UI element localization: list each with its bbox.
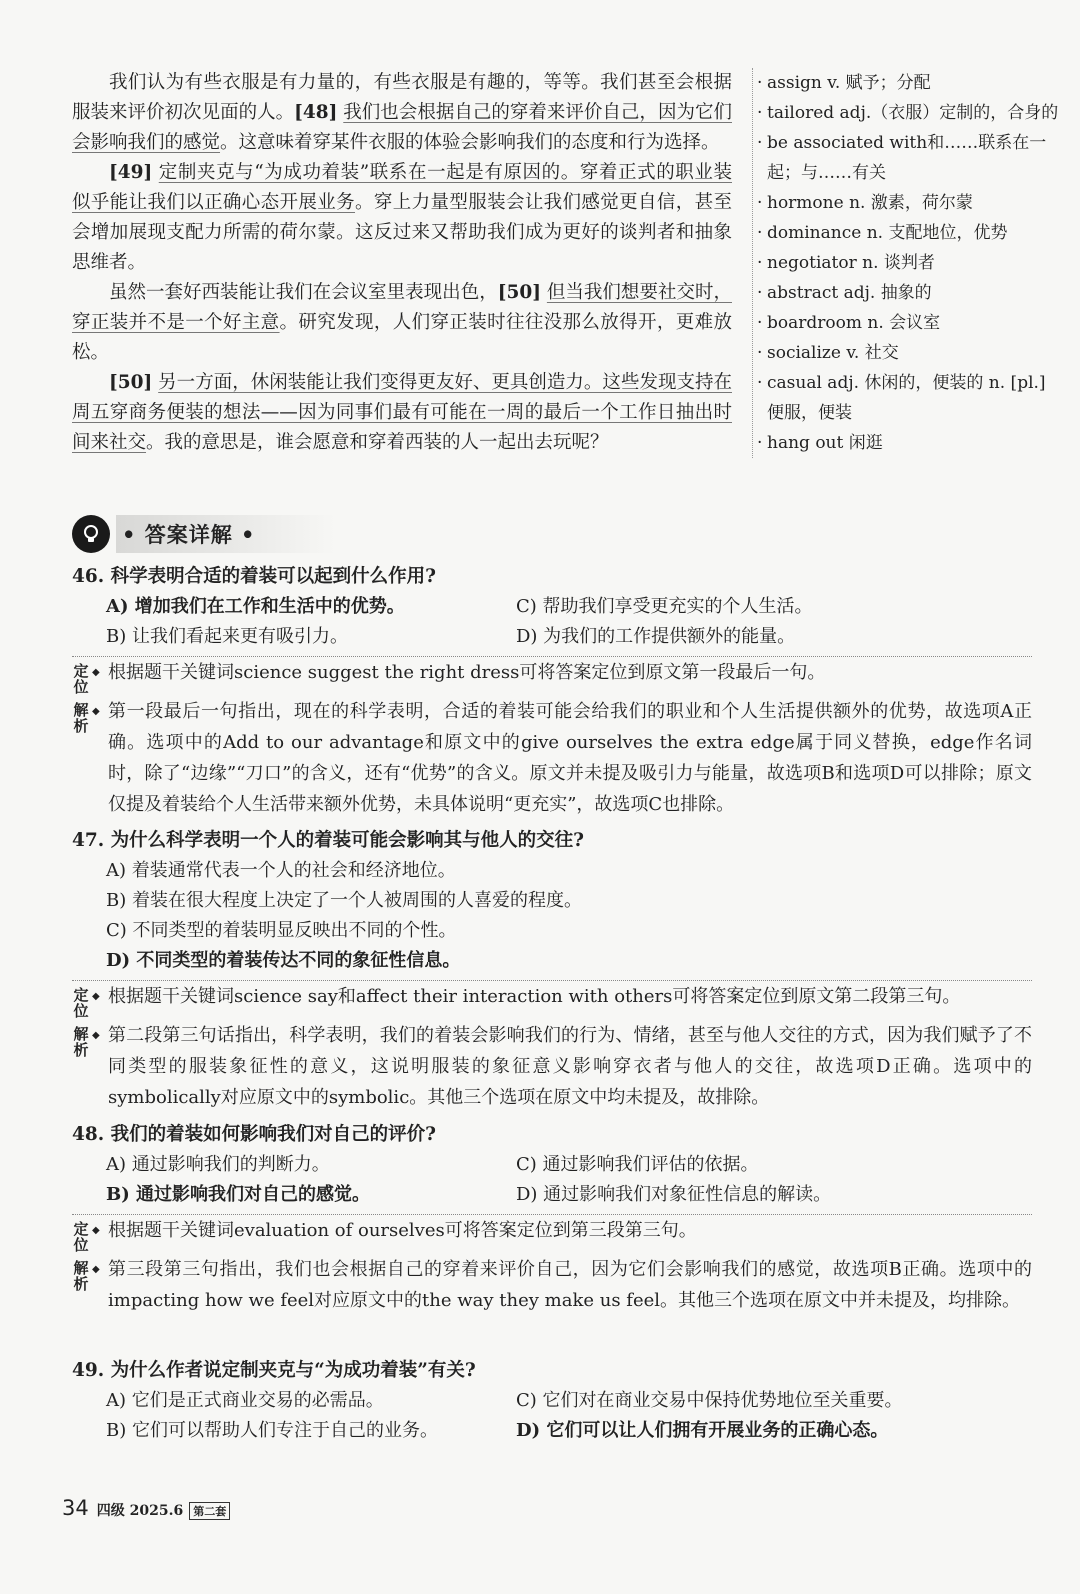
diamond-icon: ◆ — [92, 706, 100, 717]
option-d: D) 为我们的工作提供额外的能量。 — [516, 626, 796, 647]
page-footer — [62, 1496, 230, 1520]
question-title: 48. 我们的着装如何影响我们对自己的评价? — [72, 1124, 436, 1145]
lightbulb-icon — [72, 515, 110, 553]
option-b: B) 通过影响我们对自己的感觉。 — [106, 1184, 370, 1205]
question-48 — [72, 1120, 1032, 1316]
analysis-label: 解析 — [73, 701, 89, 735]
option-c: C) 不同类型的着装明显反映出不同的个性。 — [106, 920, 457, 941]
vocab-item: · casual adj. 休闲的，便装的 n. [pl.] 便服，便装 — [757, 368, 1067, 428]
answer-section-header — [72, 512, 532, 556]
diamond-icon: ◆ — [92, 667, 100, 678]
question-49 — [72, 1356, 1032, 1446]
option-a: A) 通过影响我们的判断力。 — [106, 1154, 330, 1175]
question-46 — [72, 562, 1032, 820]
locate-text: 根据题干关键词evaluation of ourselves可将答案定位到第三段第三句。 — [108, 1220, 697, 1241]
diamond-icon: ◆ — [92, 1030, 100, 1041]
analysis-block — [72, 696, 1032, 820]
locate-label: 定位 — [73, 662, 89, 696]
option-d: D) 它们可以让人们拥有开展业务的正确心态。 — [516, 1420, 889, 1441]
question-title: 46. 科学表明合适的着装可以起到什么作用? — [72, 566, 436, 587]
analysis-label: 解析 — [73, 1025, 89, 1059]
page-number: 34 — [62, 1496, 89, 1520]
option-b: B) 让我们看起来更有吸引力。 — [106, 626, 348, 647]
option-d: D) 不同类型的着装传达不同的象征性信息。 — [106, 950, 461, 971]
translation-paragraph-1: 我们认为有些衣服是有力量的，有些衣服是有趣的，等等。我们甚至会根据服装来评价初次见面的人。[48] 我们也会根据自己的穿着来评价自己，因为它们会影响我们的感觉。这意味着穿某件衣服的体验会影响我们的态度和行为选择。 — [72, 72, 732, 153]
vocab-item: · boardroom n. 会议室 — [757, 308, 1067, 338]
option-c: C) 帮助我们享受更充实的个人生活。 — [516, 596, 813, 617]
question-47 — [72, 826, 1032, 1113]
option-a: A) 着装通常代表一个人的社会和经济地位。 — [106, 860, 456, 881]
translation-paragraph-4: [50] 另一方面，休闲装能让我们变得更友好、更具创造力。这些发现支持在周五穿商务便装的想法——因为同事们最有可能在一周的最后一个工作日抽出时间来社交。我的意思是，谁会愿意和穿着西装的人一起出去玩呢？ — [72, 372, 732, 453]
diamond-icon: ◆ — [92, 1264, 100, 1275]
journal-label: 四级 2025.6 — [96, 1503, 184, 1519]
diamond-icon: ◆ — [92, 1225, 100, 1236]
translation-paragraph-2: [49] 定制夹克与“为成功着装”联系在一起是有原因的。穿着正式的职业装似乎能让我们以正确心态开展业务。穿上力量型服装会让我们感觉更自信，甚至会增加展现支配力所需的荷尔蒙。这反过来又帮助我们成为更好的谈判者和抽象思维者。 — [72, 162, 732, 273]
option-b: B) 着装在很大程度上决定了一个人被周围的人喜爱的程度。 — [106, 890, 582, 911]
locate-block — [72, 656, 1032, 696]
diamond-icon: ◆ — [92, 991, 100, 1002]
vocab-item: · negotiator n. 谈判者 — [757, 248, 1067, 278]
analysis-block — [72, 1020, 1032, 1113]
option-a: A) 增加我们在工作和生活中的优势。 — [106, 596, 405, 617]
locate-text: 根据题干关键词science say和affect their interaction with others可将答案定位到原文第二段第三句。 — [108, 986, 961, 1007]
vocab-item: · assign v. 赋予；分配 — [757, 68, 1067, 98]
vocab-item: · hang out 闲逛 — [757, 428, 1067, 458]
analysis-text: 第二段第三句话指出，科学表明，我们的着装会影响我们的行为、情绪，甚至与他人交往的方式，因为我们赋予了不同类型的服装象征性的意义，这说明服装的象征意义影响穿衣者与他人的交往，故选项D正确。选项中的symbolically对应原文中的symbolic。其他三个选项在原文中均未提及，故排除。 — [108, 1025, 1032, 1108]
analysis-text: 第三段第三句指出，我们也会根据自己的穿着来评价自己，因为它们会影响我们的感觉，故选项B正确。选项中的impacting how we feel对应原文中的the way they make us feel。其他三个选项在原文中并未提及，均排除。 — [108, 1259, 1032, 1311]
question-options — [106, 1150, 1032, 1210]
option-b: B) 它们可以帮助人们专注于自己的业务。 — [106, 1420, 438, 1441]
vocab-item: · socialize v. 社交 — [757, 338, 1067, 368]
vocab-item: · be associated with和……联系在一起；与……有关 — [757, 128, 1067, 188]
translation-paragraph-3: 虽然一套好西装能让我们在会议室里表现出色，[50] 但当我们想要社交时，穿正装并不是一个好主意。研究发现，人们穿正装时往往没那么放得开，更难放松。 — [72, 282, 732, 363]
question-options — [106, 1386, 1032, 1446]
question-options — [106, 856, 1032, 976]
question-title: 49. 为什么作者说定制夹克与“为成功着装”有关? — [72, 1360, 476, 1381]
question-title: 47. 为什么科学表明一个人的着装可能会影响其与他人的交往? — [72, 830, 584, 851]
vocab-item: · hormone n. 激素，荷尔蒙 — [757, 188, 1067, 218]
analysis-block — [72, 1254, 1032, 1316]
option-d: D) 通过影响我们对象征性信息的解读。 — [516, 1184, 832, 1205]
locate-block — [72, 1214, 1032, 1254]
translation-text — [72, 68, 732, 458]
vocab-item: · abstract adj. 抽象的 — [757, 278, 1067, 308]
analysis-label: 解析 — [73, 1259, 89, 1293]
analysis-text: 第一段最后一句指出，现在的科学表明，合适的着装可能会给我们的职业和个人生活提供额外的优势，故选项A正确。选项中的Add to our advantage和原文中的give ourselves the extra edge属于同义替换，edge作名词时，除了“边缘”“刀口”的含义，还有“优势”的含义。原文并未提及吸引力与能量，故选项B和选项D可以排除；原文仅提及着装给个人生活带来额外优势，未具体说明“更充实”，故选项C也排除。 — [108, 701, 1032, 815]
locate-label: 定位 — [73, 1220, 89, 1254]
locate-block — [72, 980, 1032, 1020]
vocabulary-sidebar — [752, 68, 1067, 458]
vocab-item: · dominance n. 支配地位，优势 — [757, 218, 1067, 248]
option-a: A) 它们是正式商业交易的必需品。 — [106, 1390, 384, 1411]
locate-text: 根据题干关键词science suggest the right dress可将答案定位到原文第一段最后一句。 — [108, 662, 826, 683]
issue-label: 第二套 — [189, 1502, 230, 1520]
vocab-item: · tailored adj.（衣服）定制的，合身的 — [757, 98, 1067, 128]
section-title: • 答案详解 • — [116, 515, 335, 553]
question-options — [106, 592, 1032, 652]
option-c: C) 通过影响我们评估的依据。 — [516, 1154, 759, 1175]
option-c: C) 它们对在商业交易中保持优势地位至关重要。 — [516, 1390, 903, 1411]
locate-label: 定位 — [73, 986, 89, 1020]
